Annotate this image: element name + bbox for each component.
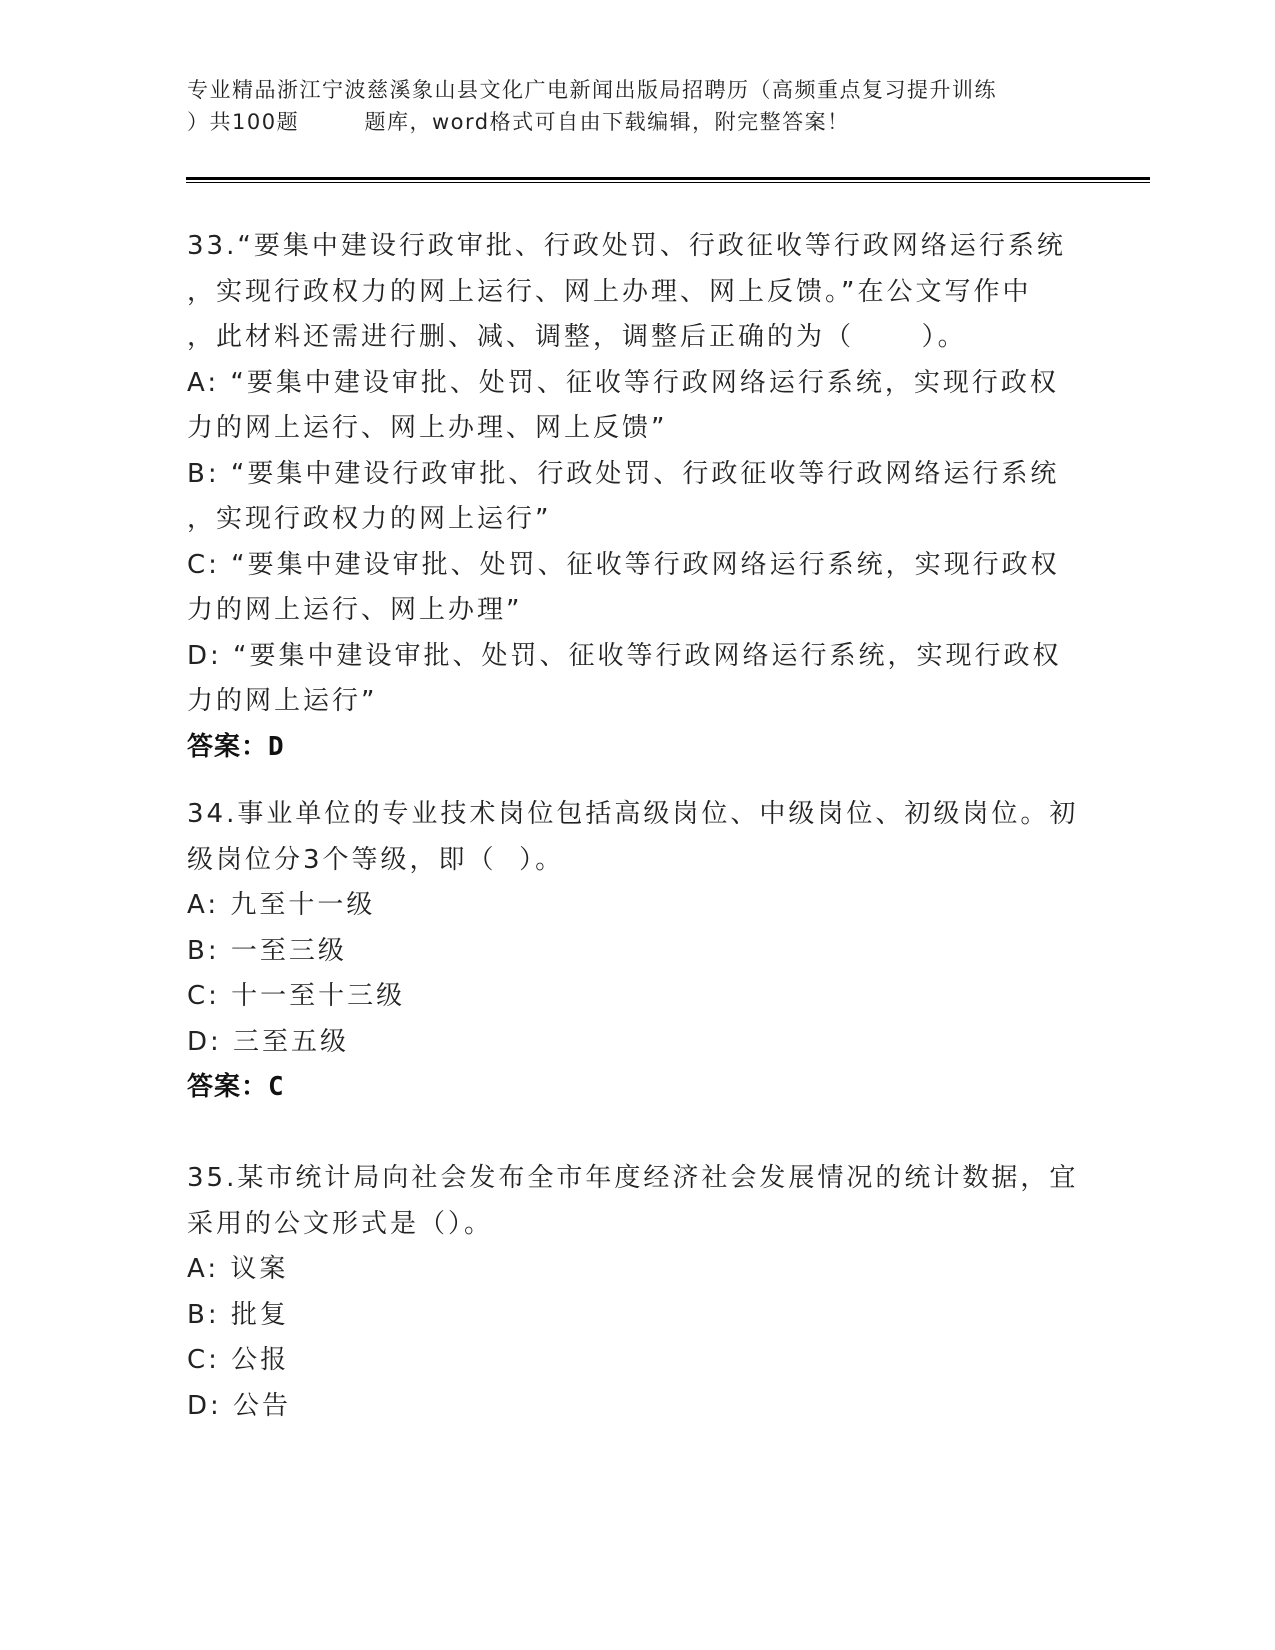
option-d: D: 公告: [187, 1390, 292, 1421]
option-a: A: 九至十一级: [187, 890, 376, 920]
option-line: D: “要集中建设审批、处罚、征收等行政网络运行系统，实现行政权: [187, 640, 1062, 671]
question-stem-line: ，此材料还需进行删、减、调整，调整后正确的为（ ）。: [187, 322, 967, 352]
question-stem-line: 采用的公文形式是（）。: [187, 1208, 494, 1239]
answer-value: D: [268, 731, 285, 762]
question-33: [187, 224, 1087, 770]
option-c: [187, 543, 1087, 634]
question-stem-line: 33.“要集中建设行政审批、行政处罚、行政征收等行政网络运行系统: [187, 231, 1066, 261]
question-stem-line: 35.某市统计局向社会发布全市年度经济社会发展情况的统计数据，宜: [187, 1163, 1079, 1193]
option-line: ，实现行政权力的网上运行”: [187, 504, 552, 534]
option-line: A: “要集中建设审批、处罚、征收等行政网络运行系统，实现行政权: [187, 367, 1059, 398]
option-b: B: 批复: [187, 1299, 289, 1330]
header-divider-thick: [186, 177, 1150, 180]
question-stem-line: 34.事业单位的专业技术岗位包括高级岗位、中级岗位、初级岗位。初: [187, 799, 1079, 829]
option-line: B: “要集中建设行政审批、行政处罚、行政征收等行政网络运行系统: [187, 458, 1060, 489]
option-d: [187, 634, 1087, 725]
option-line: C: “要集中建设审批、处罚、征收等行政网络运行系统，实现行政权: [187, 549, 1060, 580]
option-line: 力的网上运行”: [187, 686, 378, 716]
question-35: [187, 1156, 1087, 1429]
option-a: A: 议案: [187, 1254, 289, 1284]
answer-line: [187, 725, 1087, 771]
question-stem-line: ，实现行政权力的网上运行、网上办理、网上反馈。”在公文写作中: [187, 276, 1032, 307]
option-line: 力的网上运行、网上办理”: [187, 595, 523, 625]
option-line: 力的网上运行、网上办理、网上反馈”: [187, 413, 668, 443]
answer-line: [187, 1065, 1087, 1111]
question-stem-line: 级岗位分3个等级，即（ ）。: [187, 844, 565, 875]
answer-value: C: [268, 1072, 285, 1102]
header-title-line-2: ）共100题 题库，word格式可自由下载编辑，附完整答案！: [187, 110, 850, 134]
option-d: D: 三至五级: [187, 1026, 350, 1057]
header-divider-thin: [186, 182, 1150, 183]
option-b: [187, 452, 1087, 543]
header-title-line-1: 专业精品浙江宁波慈溪象山县文化广电新闻出版局招聘历（高频重点复习提升训练: [187, 78, 997, 102]
document-header: [187, 74, 1087, 138]
answer-label: 答案：: [187, 731, 269, 762]
question-34: [187, 792, 1087, 1111]
option-c: C: 公报: [187, 1345, 290, 1375]
option-b: B: 一至三级: [187, 935, 347, 966]
answer-label: 答案：: [187, 1072, 269, 1102]
option-c: C: 十一至十三级: [187, 981, 406, 1011]
option-a: [187, 361, 1087, 452]
